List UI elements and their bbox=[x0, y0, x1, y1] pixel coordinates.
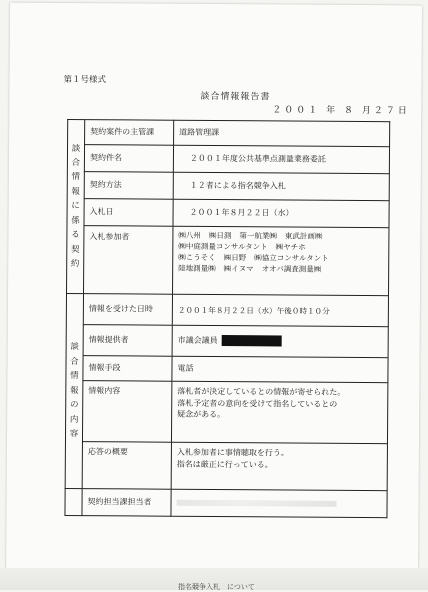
report-table bbox=[64, 119, 390, 518]
row-value: ２００１年８月２２日（水）午後０時１０分 bbox=[172, 294, 388, 327]
row-label: 応答の概要 bbox=[82, 442, 171, 490]
informant-type: 市議会議員 bbox=[177, 335, 218, 346]
document-title: 談合情報報告書 bbox=[200, 91, 271, 103]
document-date: ２００１ 年 ８ 月２７日 bbox=[272, 105, 410, 117]
list-item: ㈱八州 ㈱日測 第一航業㈱ 東武計画㈱ bbox=[178, 230, 323, 241]
row-value: ２００１年度公共基準点測量業務委託 bbox=[173, 145, 389, 174]
table-row bbox=[66, 293, 388, 326]
table-row bbox=[65, 380, 387, 443]
row-label: 入札参加者 bbox=[84, 226, 173, 295]
participants-list bbox=[173, 226, 389, 296]
table-row bbox=[67, 198, 389, 227]
row-value bbox=[171, 381, 387, 444]
row-value: ２００１年８月２２日（水） bbox=[173, 199, 389, 228]
redaction-block bbox=[222, 335, 282, 346]
text-line: 入札参加者に事情聴取を行う。 bbox=[176, 447, 289, 458]
row-label: 入札日 bbox=[84, 199, 173, 227]
row-value bbox=[172, 325, 388, 358]
table-row bbox=[66, 324, 388, 357]
row-label: 情報内容 bbox=[82, 381, 171, 443]
list-item: ㈱こうそく ㈱日野 ㈱協立コンサルタント bbox=[178, 252, 329, 263]
row-label: 契約担当課担当者 bbox=[82, 489, 171, 517]
list-item: 陸地測量㈱ ㈱イヌマ オオバ調査測量㈱ bbox=[178, 263, 322, 274]
row-label: 情報提供者 bbox=[83, 325, 172, 357]
row-label: 契約方法 bbox=[84, 172, 173, 200]
row-label: 情報手段 bbox=[83, 356, 172, 382]
text-line: 落札者が決定しているとの情報が寄せられた。 bbox=[177, 386, 346, 397]
table-row bbox=[66, 355, 388, 382]
text-line: 疑念がある。 bbox=[177, 409, 226, 420]
table-row bbox=[67, 171, 389, 200]
document-page bbox=[6, 3, 422, 588]
form-number: 第１号様式 bbox=[63, 74, 107, 86]
table-row bbox=[65, 441, 387, 490]
table-row bbox=[68, 119, 390, 146]
faded-text bbox=[177, 499, 337, 506]
table-row bbox=[65, 488, 387, 517]
row-label: 契約件名 bbox=[84, 145, 173, 173]
footer-side-empty bbox=[65, 488, 82, 515]
text-line: 落札予定者の意向を受けて指名しているとの bbox=[177, 398, 338, 409]
list-item: ㈱中庭測量コンサルタント ㈱ヤチホ bbox=[178, 241, 306, 252]
row-value: １２者による指名競争入札 bbox=[173, 172, 389, 201]
row-value bbox=[171, 442, 387, 491]
table-row bbox=[67, 144, 389, 173]
row-label: 契約案件の主管課 bbox=[85, 120, 174, 146]
table-row bbox=[67, 225, 389, 295]
next-page-partial-text: 指名競争入札 について bbox=[178, 583, 255, 591]
row-value: 電話 bbox=[172, 356, 388, 383]
info-side-label: 談 合 情 報 の 内 容 bbox=[65, 293, 83, 488]
row-value bbox=[171, 489, 387, 518]
text-line: 指名は厳正に行っている。 bbox=[176, 459, 273, 470]
contract-side-label: 談 合 情 報 に 係 る 契 約 bbox=[67, 119, 85, 293]
row-label: 情報を受けた日時 bbox=[83, 294, 172, 326]
row-value: 道路管理課 bbox=[174, 120, 390, 147]
